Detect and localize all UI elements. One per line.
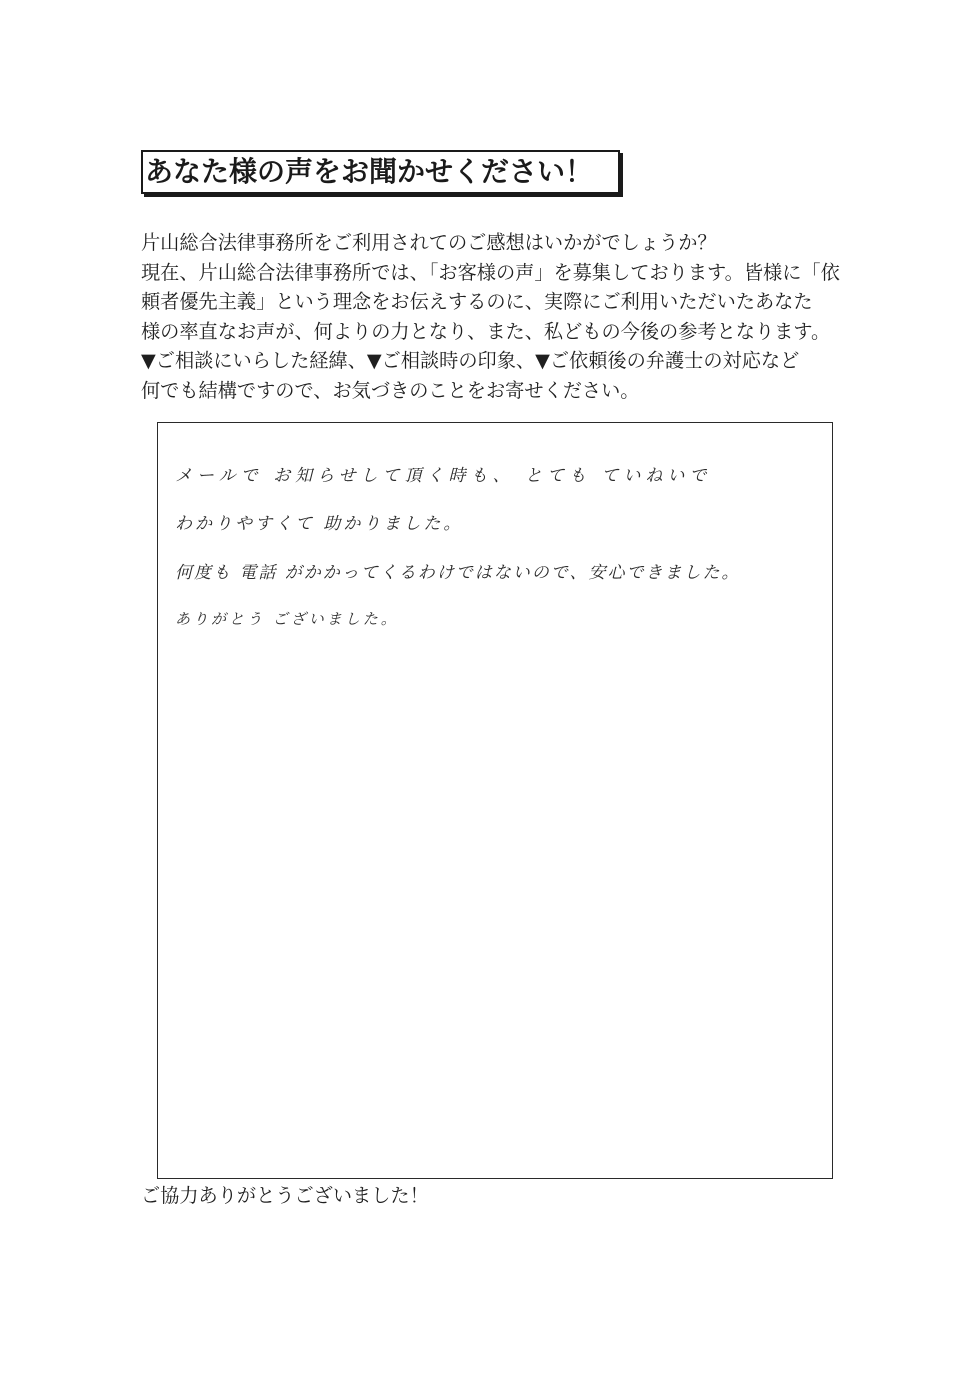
intro-text [141,228,861,405]
closing-thanks: ご協力ありがとうございました！ [141,1184,429,1207]
intro-line: 現在、片山総合法律事務所では、「お客様の声」を募集しております。皆様に「依 [141,260,840,284]
handwritten-line: ありがとう ございました。 [175,610,399,628]
intro-line: 片山総合法律事務所をご利用されてのご感想はいかがでしょうか？ [141,231,717,254]
handwritten-line: 何度も 電話 がかかってくるわけではないので、安心できました。 [175,563,741,583]
response-box [157,422,833,1179]
intro-line: ▼ご相談にいらした経緯、▼ご相談時の印象、▼ご依頼後の弁護士の対応など [141,349,800,372]
handwritten-line: わかりやすくて 助かりました。 [175,514,464,534]
intro-line: 何でも結構ですので、お気づきのことをお寄せください。 [141,378,640,402]
intro-line: 頼者優先主義」という理念をお伝えするのに、実際にご利用いただいたあなた [141,290,813,313]
handwritten-line: メールで お知らせして頂く時も、 とても ていねいで [175,466,712,486]
page-title: あなた様の声をお聞かせください！ [141,150,620,194]
intro-line: 様の率直なお声が、何よりの力となり、また、私どもの今後の参考となります。 [141,319,831,343]
